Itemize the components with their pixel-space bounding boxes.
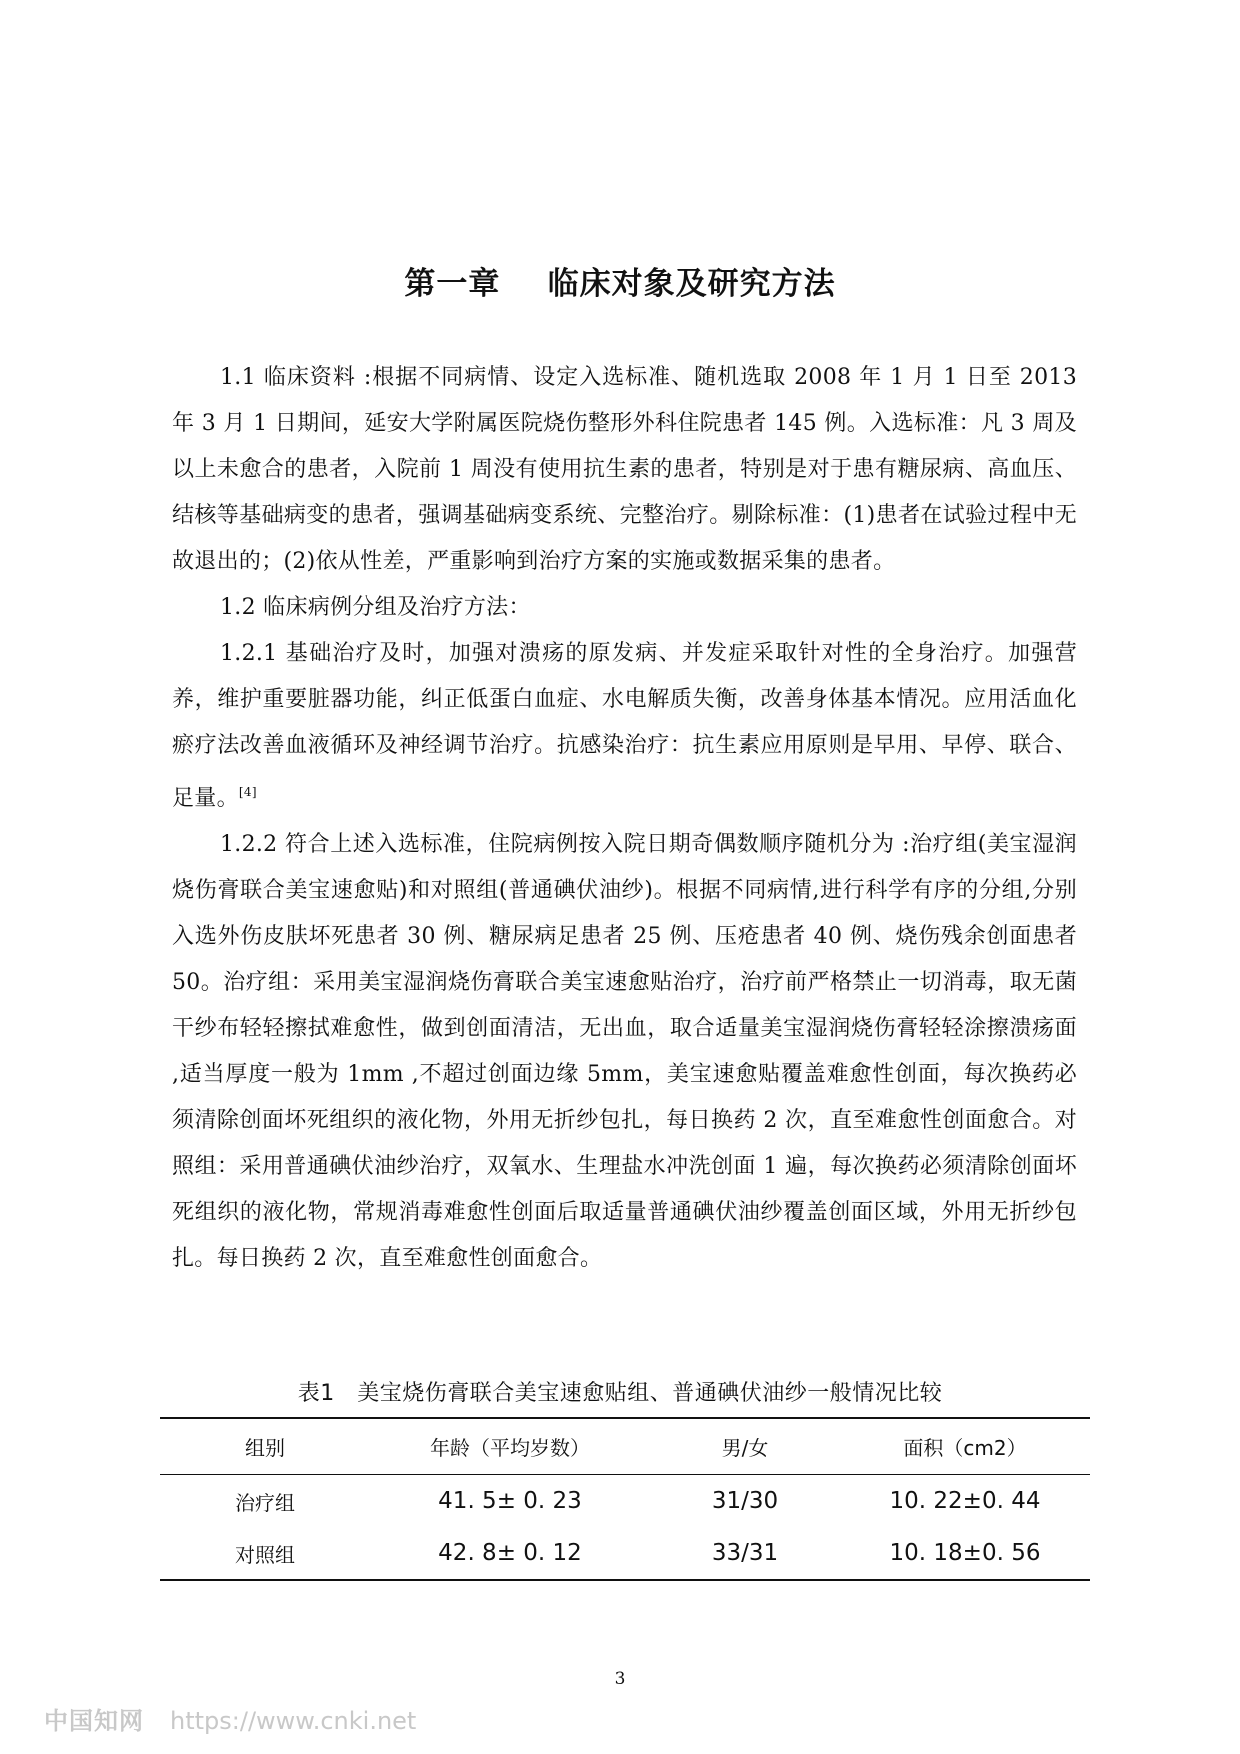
table-header-sex: 男/女 — [721, 1436, 769, 1460]
table-caption: 表1 美宝烧伤膏联合美宝速愈贴组、普通碘伏油纱一般情况比较 — [297, 1381, 943, 1406]
watermark-url: https://www.cnki.net — [170, 1707, 417, 1735]
table-cell-sex: 31/30 — [711, 1488, 779, 1514]
table-cell-group: 治疗组 — [235, 1490, 295, 1515]
table-cell-age: 42. 8± 0. 12 — [438, 1540, 582, 1566]
paragraph-basic-treatment-text: 1.2.1 基础治疗及时，加强对溃疡的原发病、并发症采取针对性的全身治疗。加强营养，维护重要脏器功能，纠正低蛋白血症、水电解质失衡，改善身体基本情况。应用活血化瘀疗法改善血液循环及神经调节治疗。抗感染治疗：抗生素应用原则是早用、早停、联合、足量。 — [172, 641, 1077, 811]
table-cell-group: 对照组 — [235, 1542, 295, 1567]
chapter-title: 第一章 临床对象及研究方法 — [404, 266, 836, 302]
comparison-table — [160, 1417, 1090, 1581]
body-text — [172, 355, 1077, 1282]
table-header-row — [160, 1418, 1090, 1475]
paragraph-grouping-method: 1.2.2 符合上述入选标准，住院病例按入院日期奇偶数顺序随机分为 :治疗组(美宝湿润烧伤膏联合美宝速愈贴)和对照组(普通碘伏油纱)。根据不同病情,进行科学有序的分组,分别入选外伤皮肤坏死患者 30 例、糖尿病足患者 25 例、压疮患者 40 例、烧伤残余创面患者 50。治疗组：采用美宝湿润烧伤膏联合美宝速愈贴治疗，治疗前严格禁止一切消毒，取无菌干纱布轻轻擦拭难愈性，做到创面清洁，无出血，取合适量美宝湿润烧伤膏轻轻涂擦溃疡面 ,适当厚度一般为 1mm ,不超过创面边缘 5mm，美宝速愈贴覆盖难愈性创面，每次换药必须清除创面坏死组织的液化物，外用无折纱包扎，每日换药 2 次，直至难愈性创面愈合。对照组：采用普通碘伏油纱治疗，双氧水、生理盐水冲洗创面 1 遍，每次换药必须清除创面坏死组织的液化物，常规消毒难愈性创面后取适量普通碘伏油纱覆盖创面区域，外用无折纱包扎。每日换药 2 次，直至难愈性创面愈合。 — [172, 832, 1077, 1271]
page-number: 3 — [614, 1669, 626, 1689]
table-header-group: 组别 — [245, 1436, 285, 1460]
table-cell-area: 10. 22±0. 44 — [889, 1488, 1041, 1514]
cnki-watermark — [44, 1701, 416, 1736]
table-row — [160, 1527, 1090, 1580]
table-cell-area: 10. 18±0. 56 — [889, 1540, 1041, 1566]
table-cell-age: 41. 5± 0. 23 — [438, 1488, 582, 1514]
watermark-logo: 中国知网 — [44, 1707, 144, 1735]
paragraph-grouping-heading: 1.2 临床病例分组及治疗方法： — [220, 595, 531, 620]
citation-ref: [4] — [238, 785, 257, 799]
paragraph-clinical-data: 1.1 临床资料 :根据不同病情、设定入选标准、随机选取 2008 年 1 月 1 日至 2013 年 3 月 1 日期间，延安大学附属医院烧伤整形外科住院患者 145 例。入选标准：凡 3 周及以上未愈合的患者，入院前 1 周没有使用抗生素的患者，特别是对于患有糖尿病、高血压、结核等基础病变的患者，强调基础病变系统、完整治疗。剔除标准：(1)患者在试验过程中无故退出的；(2)依从性差，严重影响到治疗方案的实施或数据采集的患者。 — [172, 365, 1077, 574]
paragraph-basic-treatment — [172, 631, 1077, 822]
table-row — [160, 1475, 1090, 1528]
table-header-age: 年龄（平均岁数） — [430, 1436, 590, 1460]
table-cell-sex: 33/31 — [711, 1540, 779, 1566]
table-header-area: 面积（cm2） — [903, 1436, 1027, 1460]
